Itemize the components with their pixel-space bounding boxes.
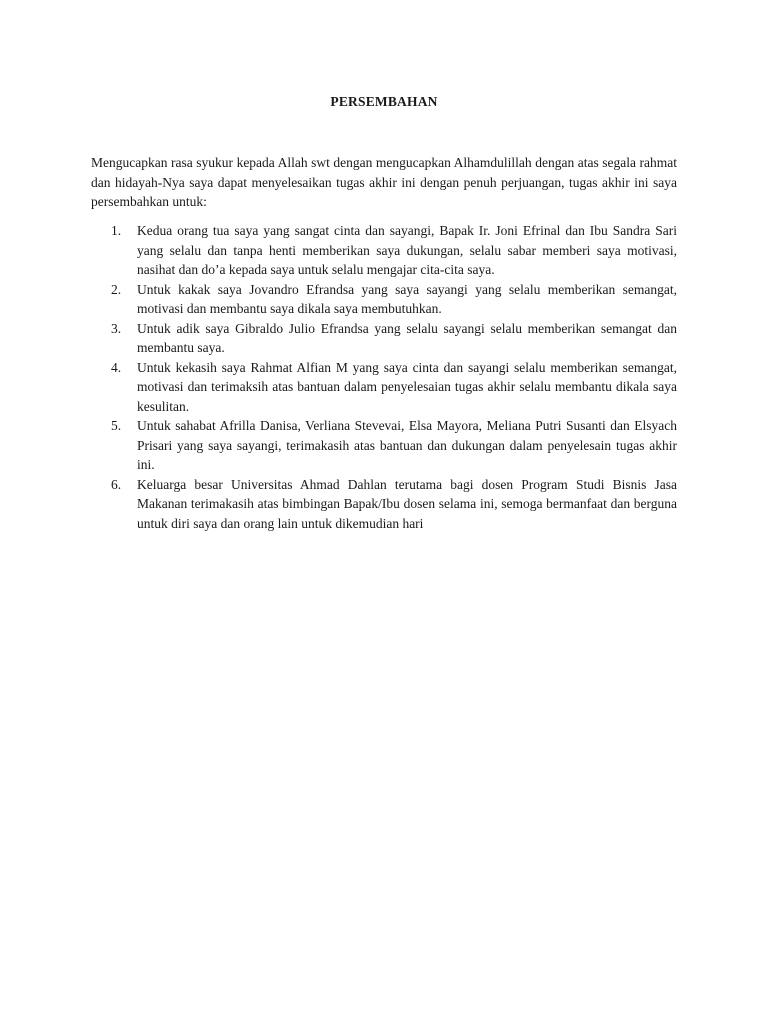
- list-item: [91, 280, 677, 319]
- list-item-text: Untuk kekasih saya Rahmat Alfian M yang saya cinta dan sayangi selalu memberikan semangat, motivasi dan terimaksih atas bantuan dalam penyelesaian tugas akhir selalu membantu dikala saya kesulitan.: [137, 359, 677, 414]
- list-item: [91, 221, 677, 280]
- intro-paragraph: Mengucapkan rasa syukur kepada Allah swt dengan mengucapkan Alhamdulillah dengan atas segala rahmat dan hidayah-Nya saya dapat menyelesaikan tugas akhir ini dengan penuh perjuangan, tugas akhir ini saya persembahkan untuk:: [91, 155, 677, 209]
- list-item-text: Untuk kakak saya Jovandro Efrandsa yang saya sayangi yang selalu memberikan semangat, motivasi dan membantu saya dikala saya membutuhkan.: [137, 281, 677, 316]
- list-item-number: 3.: [111, 320, 122, 336]
- list-item-text: Kedua orang tua saya yang sangat cinta dan sayangi, Bapak Ir. Joni Efrinal dan Ibu Sandra Sari yang selalu dan tanpa henti memberikan saya dukungan, selalu sabar memberi saya motivasi, nasihat dan do’a kepada saya untuk selalu mengajar cita-cita saya.: [137, 223, 677, 277]
- list-item-text: Keluarga besar Universitas Ahmad Dahlan terutama bagi dosen Program Studi Bisnis Jasa Makanan terimakasih atas bimbingan Bapak/Ibu dosen selama ini, semoga bermanfaat dan berguna untuk diri saya dan orang lain untuk dikemudian hari: [137, 476, 677, 531]
- list-item-text: Untuk sahabat Afrilla Danisa, Verliana Stevevai, Elsa Mayora, Meliana Putri Susanti dan Elsyach Prisari yang saya sayangi, terimakasih atas bantuan dan dukungan dalam penyelesain tugas akhir ini.: [137, 418, 677, 472]
- list-item-number: 1.: [111, 223, 122, 238]
- list-item-number: 4.: [111, 359, 122, 375]
- list-item: [91, 358, 677, 417]
- list-item: [91, 416, 677, 475]
- list-item: [91, 475, 677, 534]
- dedication-list: [91, 221, 677, 533]
- list-item-number: 6.: [111, 476, 122, 492]
- page-title: PERSEMBAHAN: [330, 94, 438, 109]
- list-item-text: Untuk adik saya Gibraldo Julio Efrandsa yang selalu sayangi selalu memberikan semangat dan membantu saya.: [137, 320, 677, 355]
- list-item-number: 5.: [111, 418, 122, 433]
- list-item-number: 2.: [111, 281, 122, 297]
- list-item: [91, 319, 677, 358]
